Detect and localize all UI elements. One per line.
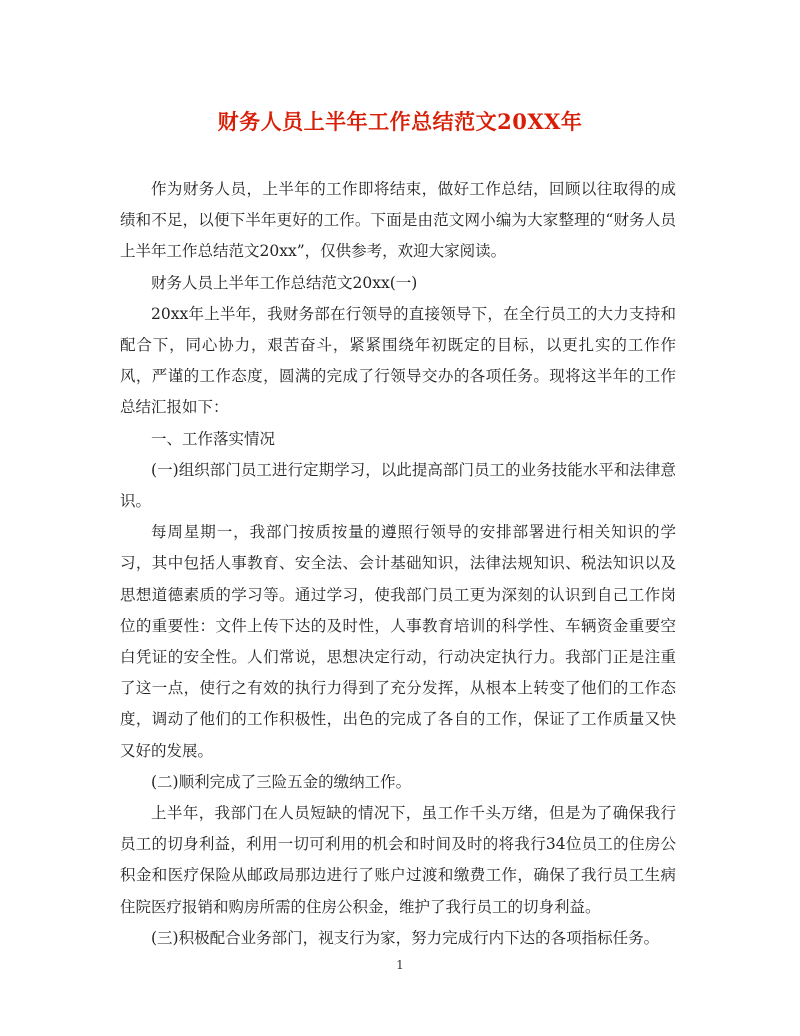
paragraph-overview: 20xx年上半年，我财务部在行领导的直接领导下，在全行员工的大力支持和配合下，同心协力，艰苦奋斗，紧紧围绕年初既定的目标，以更扎实的工作作风，严谨的工作态度，圆满的完成了行领导交办的各项任务。现将这半年的工作总结汇报如下：: [120, 304, 676, 417]
paragraph-item-2: (二)顺利完成了三险五金的缴纳工作。: [151, 772, 412, 791]
paragraph-item-2-detail: 上半年，我部门在人员短缺的情况下，虽工作千头万绪，但是为了确保我行员工的切身利益，利用一切可利用的机会和时间及时的将我行34位员工的住房公积金和医疗保险从邮政局那边进行了账户过渡和缴费工作，确保了我行员工生病住院医疗报销和购房所需的住房公积金，维护了我行员工的切身利益。: [120, 804, 676, 916]
paragraph-item-3: (三)积极配合业务部门，视支行为家，努力完成行内下达的各项指标任务。: [151, 928, 660, 947]
paragraph-item-1-detail: 每周星期一，我部门按质按量的遵照行领导的安排部署进行相关知识的学习，其中包括人事教育、安全法、会计基础知识，法律法规知识、税法知识以及思想道德素质的学习等。通过学习，使我部门员工更为深刻的认识到自己工作岗位的重要性：文件上传下达的及时性，人事教育培训的科学性、车辆资金重要空白凭证的安全性。人们常说，思想决定行动，行动决定执行力。我部门正是注重了这一点，使行之有效的执行力得到了充分发挥，从根本上转变了他们的工作态度，调动了他们的工作积极性，出色的完成了各自的工作，保证了工作质量又快又好的发展。: [120, 523, 676, 760]
document-body: [120, 174, 676, 954]
paragraph-intro: 作为财务人员，上半年的工作即将结束，做好工作总结，回顾以往取得的成绩和不足，以便下半年更好的工作。下面是由范文网小编为大家整理的“财务人员上半年工作总结范文20xx”，仅供参考，欢迎大家阅读。: [120, 180, 676, 261]
paragraph-section-heading: 财务人员上半年工作总结范文20xx(一): [151, 273, 418, 292]
page-number: 1: [396, 958, 404, 972]
paragraph-heading-implementation: 一、工作落实情况: [151, 429, 276, 448]
document-title: 财务人员上半年工作总结范文20XX年: [217, 109, 583, 134]
paragraph-item-1: (一)组织部门员工进行定期学习，以此提高部门员工的业务技能水平和法律意识。: [120, 460, 676, 511]
